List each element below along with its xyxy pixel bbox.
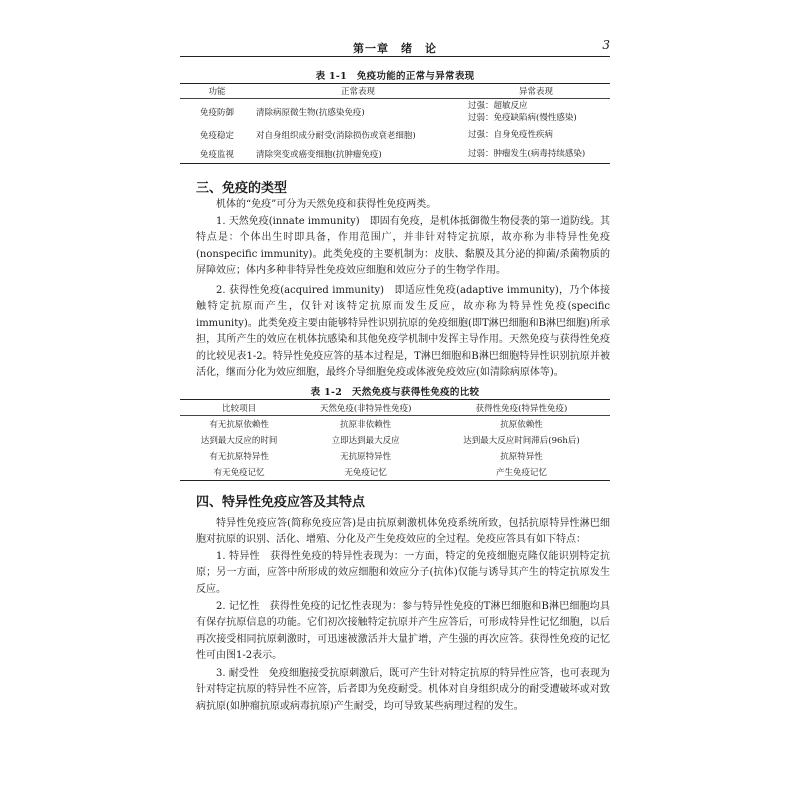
- column-header: 获得性免疫(特异性免疫): [433, 400, 610, 416]
- table-cell: 免疫监视: [180, 144, 254, 164]
- column-header: 比较项目: [180, 400, 298, 416]
- table-cell: 有无抗原特异性: [209, 452, 269, 462]
- paragraph: 2. 获得性免疫(acquired immunity) 即适应性免疫(adaptive immunity)，乃个体接触特定抗原而产生，仅针对该特定抗原而发生反应，故亦称为特异性免疫(specific immunity)。此类免疫主要由能够特异性识别抗原的免疫细胞(即T淋巴细胞和B淋巴细胞)所承担，其所产生的效应在机体抗感染和其他免疫学机制中发挥主导作用。天然免疫与获得性免疫的比较见表1-2。特异性免疫应答的基本过程是，T淋巴细胞和B淋巴细胞特异性识别抗原并被活化，继而分化为效应细胞，最终介导细胞免疫或体液免疫效应(如清除病原体等)。: [196, 285, 610, 379]
- table-cell: 达到最大反应的时间: [200, 436, 278, 446]
- table-cell: 抗原依赖性: [500, 420, 543, 430]
- paragraph: 2. 记忆性 获得性免疫的记忆性表现为：参与特异性免疫的T淋巴细胞和B淋巴细胞均具有保存抗原信息的功能。它们初次接触特定抗原并产生应答后，可形成特异性记忆细胞，以后再次接受相同抗原刺激时，可迅速被激活并大量扩增，产生强的再次应答。获得性免疫的记忆性可由图1-2表示。: [196, 601, 610, 662]
- table-row: [180, 125, 610, 144]
- table-cell: 免疫稳定: [199, 130, 234, 141]
- table-cell: 对自身组织成分耐受(消除损伤或衰老细胞): [256, 130, 416, 141]
- table-cell: 清除病原微生物(抗感染免疫): [256, 108, 365, 118]
- table1-caption: 表 1-1 免疫功能的正常与异常表现: [315, 71, 475, 82]
- table-row: [180, 144, 610, 164]
- column-header: 正常表现: [254, 84, 462, 99]
- table-header-row: [180, 84, 610, 99]
- table-cell: 抗原特异性: [500, 452, 543, 462]
- abnormal-line: 过弱：免疫缺陷病(慢性感染): [468, 113, 577, 123]
- table-row: [180, 448, 610, 464]
- page-number: 3: [602, 38, 610, 52]
- paragraph: 3. 耐受性 免疫细胞接受抗原刺激后，既可产生针对特定抗原的特异性应答，也可表现为针对特定抗原的特异性不应答，后者即为免疫耐受。机体对自身组织成分的耐受遭破坏或对致病抗原(如肿瘤抗原或病毒抗原)产生耐受，均可导致某些病理过程的发生。: [196, 668, 610, 712]
- immunity-comparison-table: [180, 399, 610, 481]
- immune-function-table: [180, 83, 610, 164]
- table-cell: 抗原非依赖性: [340, 420, 392, 430]
- section-heading: 三、免疫的类型: [196, 181, 288, 196]
- table-cell: 达到最大反应时间滞后(96h后): [463, 436, 580, 446]
- running-head: [180, 38, 610, 57]
- table-cell: 无抗原特异性: [340, 452, 392, 462]
- column-header: 异常表现: [462, 84, 610, 99]
- table-cell: 过弱：肿瘤发生(病毒持续感染): [462, 144, 610, 164]
- chapter-title: 第一章 绪 论: [353, 42, 437, 55]
- section-heading: 四、特异性免疫应答及其特点: [196, 495, 366, 510]
- table-row: [180, 416, 610, 433]
- table-cell: [462, 99, 610, 126]
- paragraph: 1. 天然免疫(innate immunity) 即固有免疫，是机体抵御微生物侵袭的第一道防线。其特点是：个体出生时即具备，作用范围广，并非针对特定抗原，故亦称为非特异性免疫(nonspecific immunity)。此类免疫的主要机制为：皮肤、黏膜及其分泌的抑菌/杀菌物质的屏障效应；体内多种非特异性免疫效应细胞和效应分子的生物学作用。: [196, 216, 610, 277]
- table-row: [180, 432, 610, 448]
- table2-caption: 表 1-2 天然免疫与获得性免疫的比较: [310, 387, 480, 398]
- table-row: [180, 464, 610, 481]
- table-cell: 有无抗原依赖性: [209, 420, 269, 430]
- paragraph: 特异性免疫应答(简称免疫应答)是由抗原刺激机体免疫系统所致，包括抗原特异性淋巴细胞对抗原的识别、活化、增殖、分化及产生免疫效应的全过程。免疫应答具有如下特点：: [196, 518, 610, 546]
- column-header: 功能: [180, 84, 254, 99]
- table-row: [180, 99, 610, 126]
- table-cell: 立即达到最大反应: [331, 436, 400, 446]
- table-cell: 产生免疫记忆: [433, 464, 610, 481]
- table-cell: 过强：自身免疫性疾病: [468, 129, 554, 140]
- abnormal-line: 过强：超敏反应: [468, 101, 528, 111]
- paragraph: 1. 特异性 获得性免疫的特异性表现为：一方面，特定的免疫细胞克隆仅能识别特定抗原；另一方面，应答中所形成的效应细胞和效应分子(抗体)仅能与诱导其产生的特定抗原发生反应。: [196, 551, 610, 595]
- column-header: 天然免疫(非特异性免疫): [298, 400, 433, 416]
- table-header-row: [180, 400, 610, 416]
- paragraph: 机体的“免疫”可分为天然免疫和获得性免疫两类。: [216, 199, 437, 210]
- table-cell: 免疫防御: [199, 108, 234, 118]
- table-cell: 清除突变或癌变细胞(抗肿瘤免疫): [254, 144, 462, 164]
- table-cell: 有无免疫记忆: [180, 464, 298, 481]
- table-cell: 无免疫记忆: [298, 464, 433, 481]
